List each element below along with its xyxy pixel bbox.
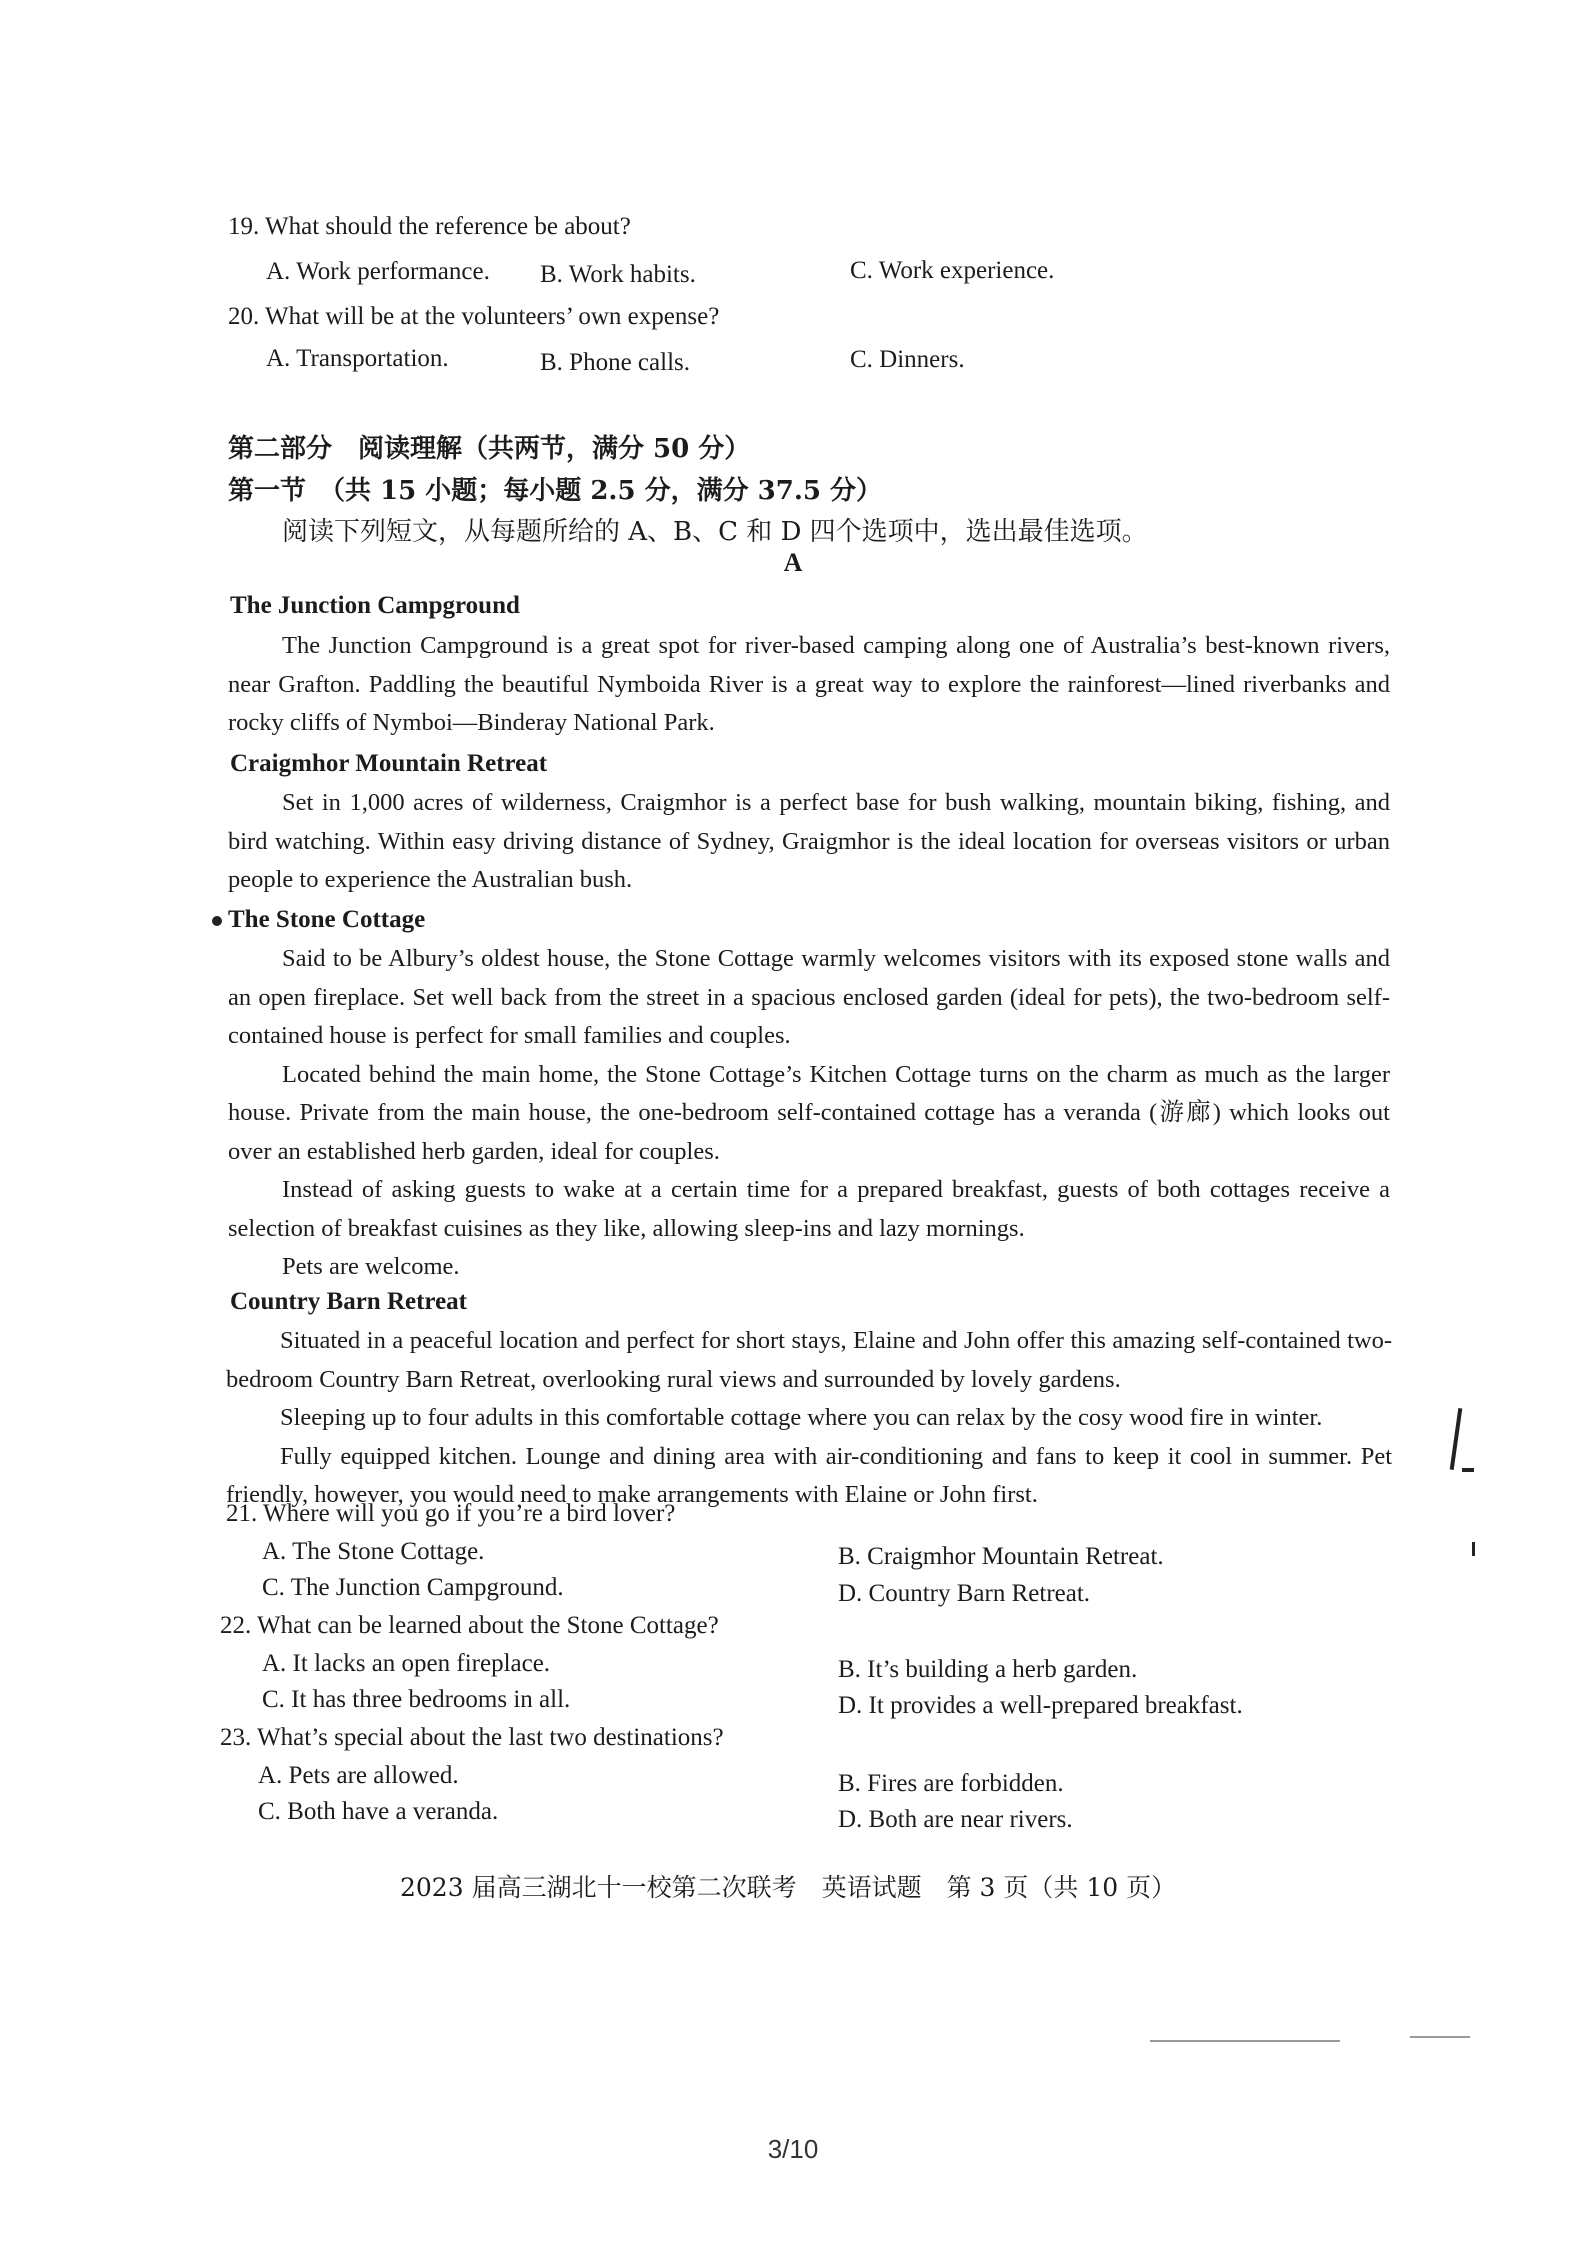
passage-letter: A <box>783 548 803 577</box>
margin-mark <box>1472 1542 1475 1556</box>
question-23: 23. What’s special about the last two destinations? <box>220 1724 724 1751</box>
stone-paragraph-3: Instead of asking guests to wake at a certain time for a prepared breakfast, guests of both cottages receive a selection of breakfast cuisines as they like, allowing sleep-ins and lazy mornings. <box>228 1176 1390 1242</box>
q20-option-b: B. Phone calls. <box>540 349 690 376</box>
q22-option-b: B. It’s building a herb garden. <box>838 1656 1138 1683</box>
stone-title: The Stone Cottage <box>228 906 426 933</box>
q20-option-c: C. Dinners. <box>850 346 965 373</box>
q21-option-c: C. The Junction Campground. <box>262 1574 564 1601</box>
q21-option-b: B. Craigmhor Mountain Retreat. <box>838 1543 1164 1570</box>
stone-paragraph-1: Said to be Albury’s oldest house, the Stone Cottage warmly welcomes visitors with its exposed stone walls and an open fireplace. Set well back from the street in a spacious enclosed garden (ideal for pets), the two-bedroom self-contained house is perfect for small families and couples. <box>228 945 1390 1049</box>
barn-paragraph-2: Sleeping up to four adults in this comfortable cottage where you can relax by the cosy wood fire in winter. <box>280 1404 1323 1431</box>
scan-line <box>1150 2040 1340 2042</box>
stone-text <box>228 940 1390 1287</box>
q23-option-b: B. Fires are forbidden. <box>838 1770 1064 1797</box>
page-number: 3/10 <box>767 2134 819 2164</box>
q23-option-c: C. Both have a veranda. <box>258 1798 499 1825</box>
scan-line <box>1410 2036 1470 2038</box>
q23-option-a: A. Pets are allowed. <box>258 1762 459 1789</box>
q21-option-d: D. Country Barn Retreat. <box>838 1580 1091 1607</box>
q19-option-a: A. Work performance. <box>266 258 490 285</box>
margin-mark <box>1450 1408 1463 1470</box>
craigmhor-paragraph: Set in 1,000 acres of wilderness, Craigmhor is a perfect base for bush walking, mountain biking, fishing, and bird watching. Within easy driving distance of Sydney, Graigmhor is the ideal location for overseas visitors or urban people to experience the Australian bush. <box>228 789 1390 893</box>
q19-option-c: C. Work experience. <box>850 257 1055 284</box>
part-heading: 第二部分 阅读理解（共两节，满分 50 分） <box>228 434 751 464</box>
bullet-dot-icon <box>212 916 222 926</box>
q22-option-d: D. It provides a well-prepared breakfast. <box>838 1692 1243 1719</box>
q22-option-a: A. It lacks an open fireplace. <box>262 1650 551 1677</box>
question-20: 20. What will be at the volunteers’ own expense? <box>228 303 720 330</box>
q19-option-b: B. Work habits. <box>540 261 696 288</box>
question-21: 21. Where will you go if you’re a bird lover? <box>226 1500 676 1527</box>
barn-title: Country Barn Retreat <box>230 1288 467 1315</box>
q23-option-d: D. Both are near rivers. <box>838 1806 1073 1833</box>
barn-paragraph-1: Situated in a peaceful location and perfect for short stays, Elaine and John offer this amazing self-contained two-bedroom Country Barn Retreat, overlooking rural views and surrounded by lovely gardens. <box>226 1327 1392 1393</box>
barn-text <box>226 1322 1392 1515</box>
craigmhor-text <box>228 784 1390 900</box>
junction-paragraph: The Junction Campground is a great spot for river-based camping along one of Australia’s best-known rivers, near Grafton. Paddling the beautiful Nymboida River is a great way to explore the rainforest—lined riverbanks and rocky cliffs of Nymboi—Binderay National Park. <box>228 632 1390 736</box>
section-heading: 第一节 （共 15 小题；每小题 2.5 分，满分 37.5 分） <box>228 476 883 506</box>
page-footer: 2023 届高三湖北十一校第二次联考 英语试题 第 3 页（共 10 页） <box>400 1873 1177 1902</box>
margin-mark <box>1462 1468 1474 1472</box>
q21-option-a: A. The Stone Cottage. <box>262 1538 485 1565</box>
junction-text <box>228 627 1390 743</box>
instruction-text: 阅读下列短文，从每题所给的 A、B、C 和 D 四个选项中，选出最佳选项。 <box>282 517 1148 547</box>
stone-paragraph-2: Located behind the main home, the Stone Cottage’s Kitchen Cottage turns on the charm as much as the larger house. Private from the main house, the one-bedroom self-contained cottage has a veranda (游廊) which looks out over an established herb garden, ideal for couples. <box>228 1060 1390 1165</box>
barn-paragraph-3: Fully equipped kitchen. Lounge and dining area with air-conditioning and fans to keep it cool in summer. Pet friendly, however, you would need to make arrangements with Elaine or John first. <box>226 1442 1392 1508</box>
q20-option-a: A. Transportation. <box>266 345 449 372</box>
junction-title: The Junction Campground <box>230 592 520 619</box>
craigmhor-title: Craigmhor Mountain Retreat <box>230 750 548 777</box>
stone-paragraph-4: Pets are welcome. <box>282 1253 460 1280</box>
stone-title-row <box>212 906 425 934</box>
q22-option-c: C. It has three bedrooms in all. <box>262 1686 571 1713</box>
question-19: 19. What should the reference be about? <box>228 213 631 240</box>
question-22: 22. What can be learned about the Stone Cottage? <box>220 1612 719 1639</box>
